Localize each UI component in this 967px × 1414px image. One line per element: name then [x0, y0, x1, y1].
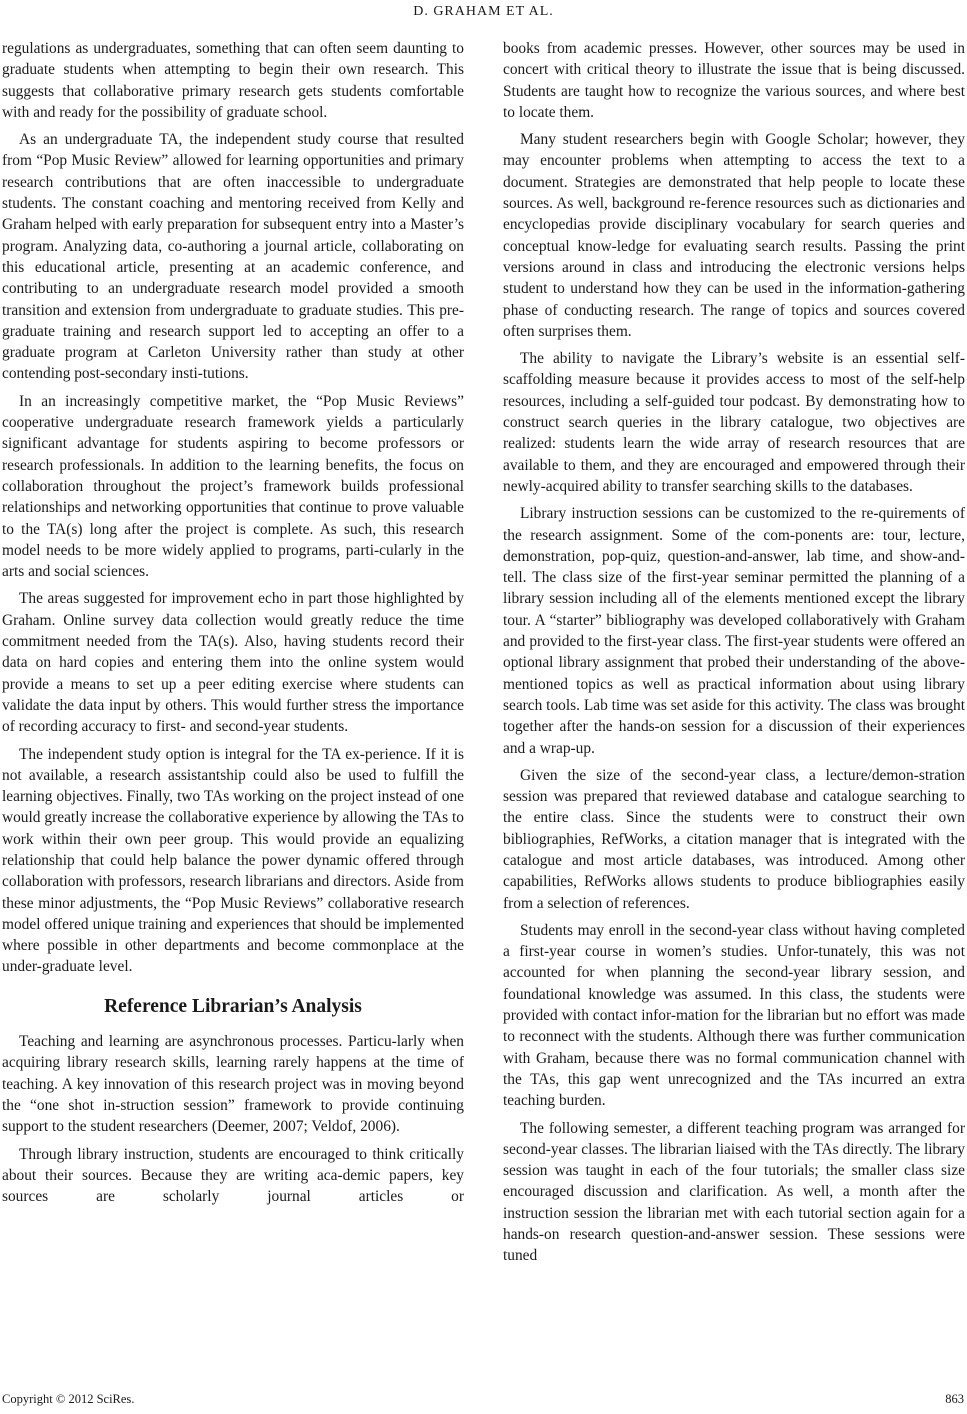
- paragraph: The ability to navigate the Library’s website is an essential self-scaffolding measure because it provides access to most of the self-help resources, including a self-guided tour podcast. By demonstrating how to construct search queries in the library catalogue, two objectives are realized: students learn the wide array of research resources that are available to them, and they are encouraged and empowered through their newly-acquired ability to transfer searching skills to the databases.: [503, 350, 965, 495]
- paragraph: Through library instruction, students are encouraged to think critically about their sources. Because they are writing aca-demic papers, key sources are scholarly journal articles or: [2, 1145, 464, 1206]
- left-column: [2, 38, 464, 1213]
- paragraph: The independent study option is integral for the TA ex-perience. If it is not available, a research assistantship could also be used to fulfill the learning objectives. Finally, two TAs working on the project instead of one would greatly increase the collaborative experience by allowing the TAs to work within their own peer group. This would provide an equalizing relationship that could help balance the power dynamic offered through collaboration with professors, research librarians and directors. Aside from these minor adjustments, the “Pop Music Reviews” collaborative research model offered unique training and experiences that should be implemented where possible in other departments and become commonplace at the under-graduate level.: [2, 745, 464, 976]
- paragraph: Library instruction sessions can be customized to the re-quirements of the research assignment. Some of the com-ponents are: tour, lecture, demonstration, pop-quiz, question-and-answer, lab time, and show-and-tell. The class size of the first-year seminar permitted the planning of a library session including all of the elements mentioned except the library tour. A “starter” bibliography was developed collaboratively with Graham and provided to the first-year class. The first-year students were offered an optional library assignment that probed their understanding of the above-mentioned topics as well as practical information about using library search tools. Lab time was set aside for this activity. The class was brought together after the hands-on session for a discussion of their experiences and a wrap-up.: [503, 505, 965, 757]
- paragraph: Teaching and learning are asynchronous processes. Particu-larly when acquiring library research skills, learning rarely happens at the time of teaching. A key innovation of this research project was in moving beyond the “one shot in-struction session” framework to provide continuing support to the student researchers (Deemer, 2007; Veldof, 2006).: [2, 1033, 464, 1136]
- paragraph: Students may enroll in the second-year class without having completed a first-year course in women’s studies. Unfor-tunately, this was not accounted for when planning the second-year library session, and foundational knowledge was assumed. In this class, the students were provided with contact infor-mation for the librarian but no effort was made to reconnect with the students. Although there was further communication with Graham, because there was no formal communication channel with the TAs, this gap went unrecognized and the TAs incurred an extra teaching burden.: [503, 921, 965, 1110]
- paragraph: books from academic presses. However, other sources may be used in concert with critical theory to illustrate the issue that is being discussed. Students are taught how to recognize the various sources, and where best to locate them.: [503, 40, 965, 121]
- paragraph: The following semester, a different teaching program was arranged for second-year classes. The librarian liaised with the TAs directly. The library session was taught in each of the four tutorials; the smaller class size encouraged discussion and clarification. As well, a month after the instruction session the librarian met with each tutorial section again for a hands-on research question-and-answer session. These sessions were tuned: [503, 1119, 965, 1265]
- paragraph: The areas suggested for improvement echo in part those highlighted by Graham. Online survey data collection would greatly reduce the time commitment needed from the TA(s). Also, having students record their data on hard copies and entering them into the online system would provide a means to set up a peer editing exercise where students can validate the data input by others. This would further stress the importance of recording accuracy to first- and second-year students.: [2, 590, 464, 736]
- right-column: [503, 38, 965, 1273]
- paragraph: Given the size of the second-year class, a lecture/demon-stration session was prepared that reviewed database and catalogue searching to the entire class. Since the students were to construct their own bibliographies, RefWorks, a citation manager that is integrated with the catalogue and most article databases, was introduced. Among other capabilities, RefWorks allows students to produce bibliographies easily from a selection of references.: [503, 766, 965, 912]
- paragraph: Many student researchers begin with Google Scholar; however, they may encounter problems when attempting to access the text to a document. Strategies are demonstrated that help people to locate these sources. As well, background re-ference resources such as dictionaries and encyclopedias provide disciplinary vocabulary for search queries and conceptual know-ledge for evaluating search results. Passing the print versions around in class and introducing the electronic versions helps student to understand how they can be used in the information-gathering phase of conducting research. The range of topics and sources covered often surprises them.: [503, 131, 965, 340]
- running-head: D. GRAHAM ET AL.: [413, 4, 554, 19]
- page-number: 863: [945, 1392, 964, 1406]
- paragraph: regulations as undergraduates, something that can often seem daunting to graduate students when attempting to begin their own research. This suggests that collaborative primary research gets students comfortable with and ready for the possibility of graduate school.: [2, 40, 464, 121]
- copyright-notice: Copyright © 2012 SciRes.: [2, 1392, 135, 1406]
- section-heading: Reference Librarian’s Analysis: [104, 995, 362, 1017]
- paragraph: As an undergraduate TA, the independent study course that resulted from “Pop Music Review” allowed for learning opportunities and primary research contributions that are often inaccessible to undergraduate students. The constant coaching and mentoring received from Kelly and Graham helped with early preparation for subsequent entry into a Master’s program. Analyzing data, co-authoring a journal article, collaborating on this educational article, presenting at an academic conference, and contributing to an undergraduate research model provided a smooth transition and extension from undergraduate to graduate studies. This pre-graduate training and research support led to accepting an offer to a graduate program at Carleton University rather than study at other contending post-secondary insti-tutions.: [2, 131, 464, 383]
- paragraph: In an increasingly competitive market, the “Pop Music Reviews” cooperative undergraduate research framework yields a particularly significant advantage for students aspiring to become professors or research professionals. In addition to the learning benefits, the focus on collaboration throughout the project’s framework builds professional relationships and networking opportunities that continue to prove valuable to the TA(s) long after the project is complete. As such, this research model needs to be more widely applied to programs, parti-cularly in the arts and social sciences.: [2, 392, 464, 581]
